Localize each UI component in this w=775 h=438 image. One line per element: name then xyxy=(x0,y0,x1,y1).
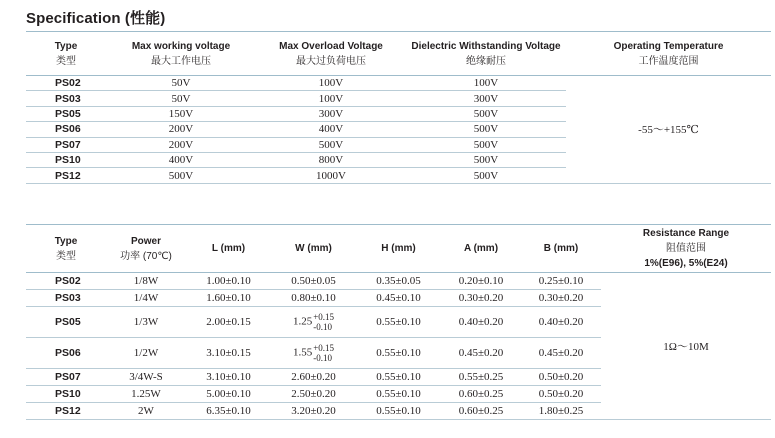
a-dimension-cell: 0.20±0.10 xyxy=(441,273,521,290)
width-cell: 2.50±0.20 xyxy=(271,386,356,403)
table-row xyxy=(26,76,771,91)
type-cell: PS12 xyxy=(26,168,106,183)
length-cell: 2.00±0.15 xyxy=(186,307,271,338)
width-cell: 0.50±0.05 xyxy=(271,273,356,290)
b-dimension-cell: 0.45±0.20 xyxy=(521,338,601,369)
dimensions-table xyxy=(26,224,771,420)
length-cell: 5.00±0.10 xyxy=(186,386,271,403)
a-dimension-cell: 0.60±0.25 xyxy=(441,386,521,403)
resistance-range-header: Resistance Range 阻值范围 1%(E96), 5%(E24) xyxy=(642,228,730,269)
a-dimension-cell: 0.60±0.25 xyxy=(441,403,521,420)
width-cell xyxy=(271,307,356,338)
operating-temperature-header: Operating Temperature 工作温度范围 xyxy=(613,40,724,67)
a-dimension-cell: 0.40±0.20 xyxy=(441,307,521,338)
type-cell: PS06 xyxy=(26,338,106,369)
type-cell: PS03 xyxy=(26,290,106,307)
height-cell: 0.55±0.10 xyxy=(356,338,441,369)
type-cell: PS06 xyxy=(26,122,106,137)
working-voltage-cell: 50V xyxy=(106,76,256,91)
type-cell: PS12 xyxy=(26,403,106,420)
width-base-value: 1.55 xyxy=(292,346,313,359)
working-voltage-cell: 150V xyxy=(106,106,256,121)
a-dimension-cell: 0.30±0.20 xyxy=(441,290,521,307)
max-working-voltage-header: Max working voltage 最大工作电压 xyxy=(131,40,231,67)
dielectric-voltage-cell: 100V xyxy=(406,76,566,91)
power-cell: 1/2W xyxy=(106,338,186,369)
a-dimension-cell: 0.55±0.25 xyxy=(441,369,521,386)
dielectric-voltage-cell: 500V xyxy=(406,168,566,183)
type-cell: PS05 xyxy=(26,307,106,338)
b-dimension-header: B (mm) xyxy=(543,243,579,254)
type-cell: PS05 xyxy=(26,106,106,121)
length-cell: 3.10±0.10 xyxy=(186,369,271,386)
width-minus-tolerance: -0.10 xyxy=(313,322,332,332)
overload-voltage-cell: 400V xyxy=(256,122,406,137)
resistance-range-value: 1Ω～10M xyxy=(601,273,771,420)
type-cell: PS02 xyxy=(26,273,106,290)
table-row xyxy=(26,273,771,290)
dielectric-voltage-cell: 500V xyxy=(406,152,566,167)
type-header: Type 类型 xyxy=(54,235,78,262)
power-cell: 1/8W xyxy=(106,273,186,290)
width-plus-tolerance: +0.15 xyxy=(313,312,335,322)
length-cell: 1.00±0.10 xyxy=(186,273,271,290)
overload-voltage-cell: 100V xyxy=(256,91,406,106)
type-cell: PS03 xyxy=(26,91,106,106)
page-title: Specification (性能) xyxy=(26,10,166,27)
b-dimension-cell: 0.50±0.20 xyxy=(521,369,601,386)
power-header: Power 功率 (70℃) xyxy=(120,235,172,262)
overload-voltage-cell: 100V xyxy=(256,76,406,91)
max-overload-voltage-header: Max Overload Voltage 最大过负荷电压 xyxy=(279,40,383,67)
length-header: L (mm) xyxy=(211,243,246,254)
width-header: W (mm) xyxy=(295,243,332,254)
width-minus-tolerance: -0.10 xyxy=(313,353,332,363)
b-dimension-cell: 0.30±0.20 xyxy=(521,290,601,307)
type-cell: PS10 xyxy=(26,386,106,403)
height-header: H (mm) xyxy=(381,243,416,254)
working-voltage-cell: 200V xyxy=(106,137,256,152)
height-cell: 0.35±0.05 xyxy=(356,273,441,290)
length-cell: 3.10±0.15 xyxy=(186,338,271,369)
height-cell: 0.55±0.10 xyxy=(356,369,441,386)
width-base-value: 1.25 xyxy=(292,315,313,328)
overload-voltage-cell: 1000V xyxy=(256,168,406,183)
type-header: Type 类型 xyxy=(54,40,78,67)
overload-voltage-cell: 300V xyxy=(256,106,406,121)
width-cell: 0.80±0.10 xyxy=(271,290,356,307)
dimensions-header-row xyxy=(26,225,771,273)
length-cell: 6.35±0.10 xyxy=(186,403,271,420)
b-dimension-cell: 0.50±0.20 xyxy=(521,386,601,403)
width-cell: 3.20±0.20 xyxy=(271,403,356,420)
height-cell: 0.55±0.10 xyxy=(356,403,441,420)
working-voltage-cell: 400V xyxy=(106,152,256,167)
power-cell: 1/3W xyxy=(106,307,186,338)
operating-temperature-value: -55～+155℃ xyxy=(566,76,771,184)
overload-voltage-cell: 800V xyxy=(256,152,406,167)
power-cell: 3/4W-S xyxy=(106,369,186,386)
length-cell: 1.60±0.10 xyxy=(186,290,271,307)
dielectric-voltage-header: Dielectric Withstanding Voltage 绝缘耐压 xyxy=(411,40,561,67)
power-cell: 2W xyxy=(106,403,186,420)
specification-table xyxy=(26,31,771,184)
width-cell: 2.60±0.20 xyxy=(271,369,356,386)
working-voltage-cell: 500V xyxy=(106,168,256,183)
height-cell: 0.55±0.10 xyxy=(356,307,441,338)
type-cell: PS10 xyxy=(26,152,106,167)
a-dimension-header: A (mm) xyxy=(463,243,499,254)
working-voltage-cell: 200V xyxy=(106,122,256,137)
b-dimension-cell: 0.25±0.10 xyxy=(521,273,601,290)
power-cell: 1.25W xyxy=(106,386,186,403)
overload-voltage-cell: 500V xyxy=(256,137,406,152)
b-dimension-cell: 1.80±0.25 xyxy=(521,403,601,420)
type-cell: PS07 xyxy=(26,369,106,386)
working-voltage-cell: 50V xyxy=(106,91,256,106)
width-tolerance xyxy=(313,343,334,363)
b-dimension-cell: 0.40±0.20 xyxy=(521,307,601,338)
width-plus-tolerance: +0.15 xyxy=(313,343,335,353)
dielectric-voltage-cell: 300V xyxy=(406,91,566,106)
power-cell: 1/4W xyxy=(106,290,186,307)
width-tolerance xyxy=(313,312,334,332)
type-cell: PS02 xyxy=(26,76,106,91)
dielectric-voltage-cell: 500V xyxy=(406,106,566,121)
dielectric-voltage-cell: 500V xyxy=(406,137,566,152)
height-cell: 0.45±0.10 xyxy=(356,290,441,307)
width-cell xyxy=(271,338,356,369)
dielectric-voltage-cell: 500V xyxy=(406,122,566,137)
spec-header-row xyxy=(26,32,771,76)
a-dimension-cell: 0.45±0.20 xyxy=(441,338,521,369)
height-cell: 0.55±0.10 xyxy=(356,386,441,403)
type-cell: PS07 xyxy=(26,137,106,152)
